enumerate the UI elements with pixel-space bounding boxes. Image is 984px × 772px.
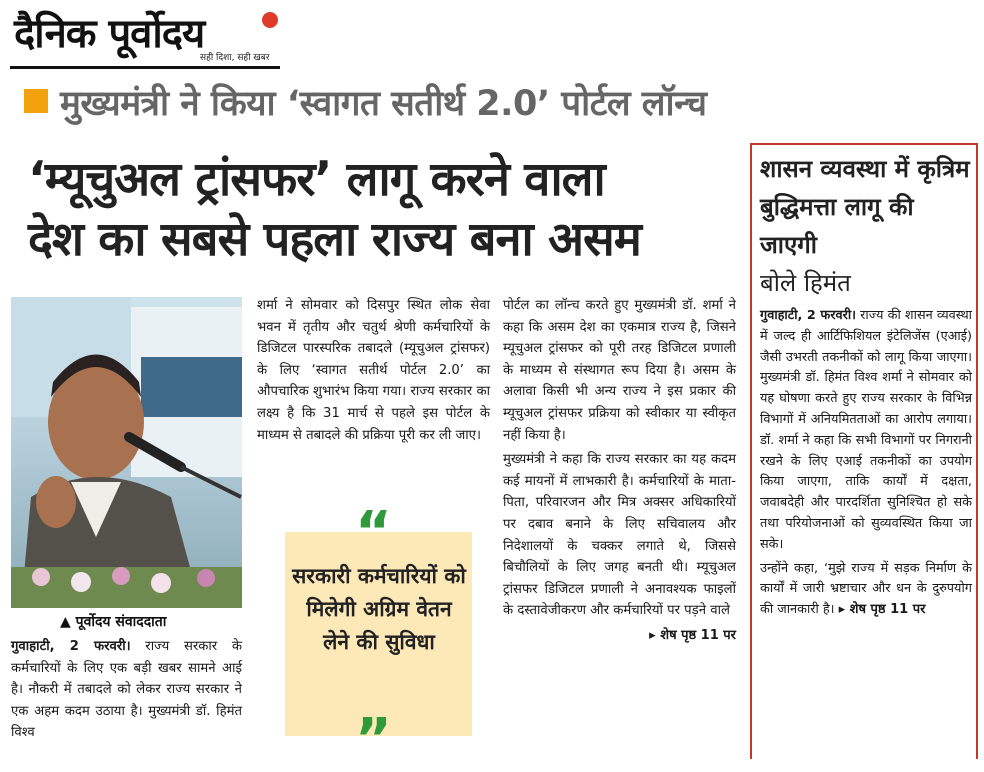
masthead-tagline: सही दिशा, सही खबर	[200, 53, 270, 63]
side-para-2: उन्होंने कहा, ‘मुझे राज्य में सड़क निर्माण के कार्यों में जारी भ्रष्टाचार और धन के दुरुपयोग की जानकारी है।	[760, 560, 972, 618]
article-column-1	[11, 636, 242, 747]
continued-link[interactable]: ▸ शेष पृष्ठ 11 पर	[649, 627, 736, 643]
open-quote-icon: “	[355, 500, 392, 565]
masthead-title: दैनिक पूर्वोदय	[14, 11, 205, 57]
headline-line-1: ‘म्यूचुअल ट्रांसफर’ लागू करने वाला	[28, 152, 605, 207]
dateline: गुवाहाटी, 2 फरवरी।	[11, 639, 131, 654]
col3-para-1: पोर्टल का लॉन्च करते हुए मुख्यमंत्री डॉ. शर्मा ने कहा कि असम देश का एकमात्र राज्य है, जिसने म्यूचुअल ट्रांसफर को पूरी तरह डिजिटल प्रणाली के माध्यम से संस्थागत रूप दिया है। असम के अलावा किसी भी अन्य राज्य ने इस प्रकार की म्यूचुअल ट्रांसफर प्रक्रिया को स्वीकार या स्वीकृत नहीं किया है।	[503, 298, 736, 443]
side-continued-link[interactable]: ▸ शेष पृष्ठ 11 पर	[838, 602, 926, 618]
side-para-1: राज्य की शासन व्यवस्था में जल्द ही आर्टिफिशियल इंटेलिजेंस (एआई) जैसी उभरती तकनीकों को लागू किया जाएगा। मुख्यमंत्री डॉ. हिमंत विश्व शर्मा ने सोमवार को यह घोषणा करते हुए राज्य सरकार के विभिन्न विभागों में अनियमितताओं का आरोप लगाया। डॉ. शर्मा ने कहा कि सभी विभागों पर निगरानी रखने के लिए एआई तकनीकों का उपयोग किया जाएगा, ताकि कार्यों में दक्षता, जवाबदेही और पारदर्शिता सुनिश्चित हो सके तथा परियोजनाओं को सुव्यवस्थित किया जा सके।	[760, 308, 972, 552]
photo-illustration	[11, 297, 242, 608]
kicker-headline: मुख्यमंत्री ने किया ‘स्वागत सतीर्थ 2.0’ पोर्टल लॉन्च	[60, 84, 707, 124]
news-photo	[11, 297, 242, 608]
side-headline-bold: शासन व्यवस्था में कृत्रिम बुद्धिमत्ता लागू की जाएगी	[760, 155, 970, 259]
article-column-3	[503, 295, 736, 647]
kicker-square-icon	[24, 89, 48, 113]
masthead-rule	[10, 66, 280, 69]
col1-text: राज्य सरकार के कर्मचारियों के लिए एक बड़ी खबर सामने आई है। नौकरी में तबादले को लेकर राज्य सरकार ने एक अहम कदम उठाया है। मुख्यमंत्री डॉ. हिमंत विश्व	[11, 639, 242, 741]
pull-quote-text: सरकारी कर्मचारियों को मिलेगी अग्रिम वेतन लेने की सुविधा	[292, 564, 466, 654]
side-story-body	[760, 306, 972, 624]
col3-para-2: मुख्यमंत्री ने कहा कि राज्य सरकार का यह कदम कई मायनों में लाभकारी है। कर्मचारियों के माता-पिता, परिवारजन और मित्र अक्सर अधिकारियों पर दबाव बनाने के लिए सचिवालय और निदेशालयों के चक्कर लगाते थे, जिससे बिचौलियों के लिए जगह बनती थी। म्यूचुअल ट्रांसफर डिजिटल प्रणाली ने अनावश्यक फाइलों के दस्तावेजीकरण और कर्मचारियों पर पड़ने वाले	[503, 452, 736, 619]
side-dateline: गुवाहाटी, 2 फरवरी।	[760, 308, 856, 323]
main-headline	[28, 150, 748, 270]
side-headline-light: बोले हिमंत	[760, 269, 851, 297]
masthead-logo-dot	[262, 12, 278, 28]
byline: ▲ पूर्वोदय संवाददाता	[60, 614, 167, 630]
col2-text: शर्मा ने सोमवार को दिसपुर स्थित लोक सेवा भवन में तृतीय और चतुर्थ श्रेणी कर्मचारियों के डिजिटल पारस्परिक तबादले (म्यूचुअल ट्रांसफर) के लिए ‘स्वागत सतीर्थ पोर्टल 2.0’ का औपचारिक शुभारंभ किया गया। राज्य सरकार का लक्ष्य है कि 31 मार्च से पहले इस पोर्टल के माध्यम से तबादले की प्रक्रिया पूरी कर ली जाए।	[257, 298, 490, 443]
headline-line-2: देश का सबसे पहला राज्य बना असम	[28, 212, 641, 267]
side-story-headline	[760, 150, 972, 302]
close-quote-icon: ”	[355, 707, 392, 772]
article-column-2	[257, 295, 490, 449]
